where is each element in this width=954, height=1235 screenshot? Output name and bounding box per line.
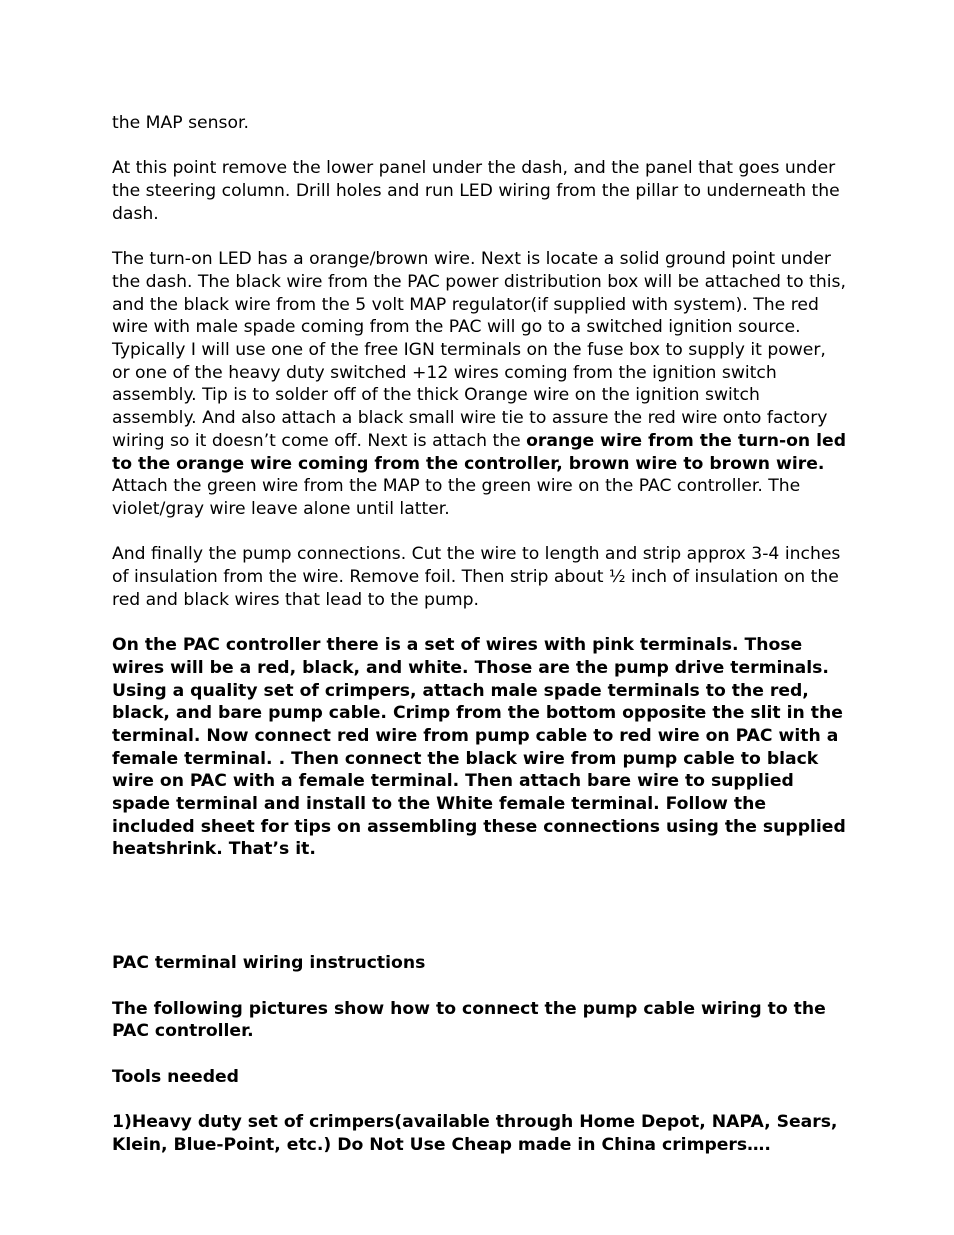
paragraph-pac-controller-terminals: On the PAC controller there is a set of wires with pink terminals. Those wires will be a red, black, and white. Those are the pump drive terminals. Using a quality set of crimpers, attach male spade terminals to the red, black, and bare pump cable. Crimp from the bottom opposite the slit in the terminal. Now connect red wire from pump cable to red wire on PAC with a female terminal. . Then connect the black wire from pump cable to black wire on PAC with a female terminal. Then attach bare wire to supplied spade terminal and install to the White female terminal. Follow the included sheet for tips on assembling these connections using the supplied heatshrink. That’s it.: [112, 635, 846, 860]
spacer: [112, 521, 847, 544]
paragraph-turn-on-led-text: The turn-on LED has a orange/brown wire. Next is locate a solid ground point under the dash. The black wire from the PAC power distribution box will be attached to this, and the black wire from the 5 volt MAP regulator(if supplied with system). The red wire with male spade coming from the PAC will go to a switched ignition source. Typically I will use one of the free IGN terminals on the fuse box to supply it power, or one of the heavy duty switched +12 wires coming from the ignition switch assembly. Tip is to solder off of the thick Orange wire on the ignition switch assembly. And also attach a black small wire tie to assure the red wire onto factory wiring so it doesn’t come off. Next is attach the: [112, 249, 846, 451]
paragraph-turn-on-led-tail: Attach the green wire from the MAP to the green wire on the PAC controller. The violet/gray wire leave alone until latter.: [112, 476, 801, 519]
spacer: [112, 135, 847, 158]
heading-pac-terminal-wiring: PAC terminal wiring instructions: [112, 953, 426, 974]
heading-tools-needed: Tools needed: [112, 1066, 239, 1087]
paragraph-following-pictures: The following pictures show how to connect the pump cable wiring to the PAC controller.: [112, 998, 826, 1042]
spacer: [112, 1088, 847, 1111]
spacer: [112, 1043, 847, 1066]
spacer: [112, 226, 847, 249]
paragraph-pump-connections: And finally the pump connections. Cut the wire to length and strip approx 3-4 inches of insulation from the wire. Remove foil. Then strip about ½ inch of insulation on the red and black wires that lead to the pump.: [112, 544, 841, 610]
spacer: [112, 975, 847, 998]
document-page: [112, 112, 847, 1156]
paragraph-turn-on-led: [112, 248, 847, 520]
paragraph-map-sensor: the MAP sensor.: [112, 113, 249, 133]
list-item-crimpers: 1)Heavy duty set of crimpers(available through Home Depot, NAPA, Sears, Klein, Blue-Point, etc.) Do Not Use Cheap made in China crimpers….: [112, 1112, 838, 1155]
spacer: [112, 861, 847, 952]
paragraph-turn-on-led-bold: orange wire from the turn-on led to the orange wire coming from the controller, brown wire to brown wire.: [112, 430, 846, 474]
spacer: [112, 611, 847, 634]
paragraph-remove-panel: At this point remove the lower panel under the dash, and the panel that goes under the steering column. Drill holes and run LED wiring from the pillar to underneath the dash.: [112, 158, 840, 224]
